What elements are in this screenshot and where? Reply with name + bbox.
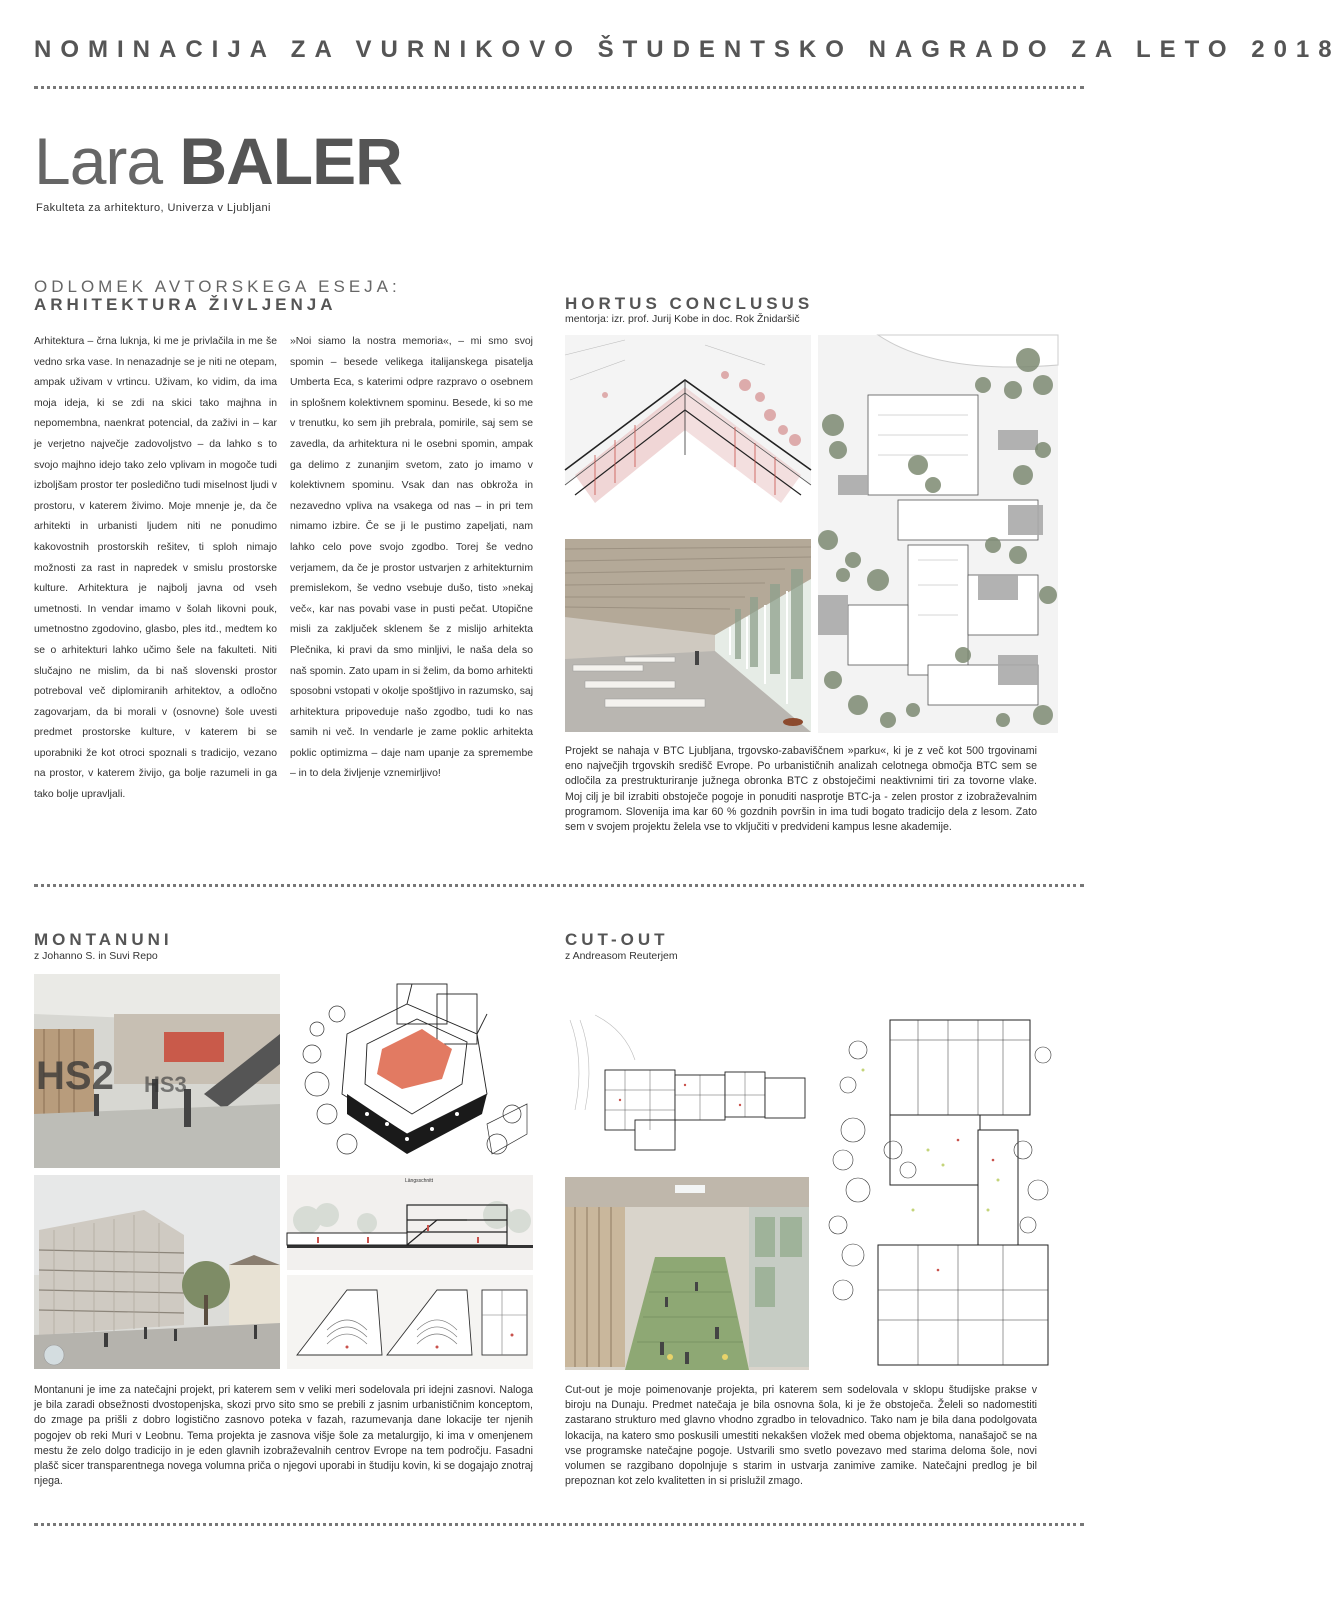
essay-column-1: Arhitektura – črna luknja, ki me je privlačila in me še vedno srka vase. In nenazadnje se je niti ne otepam, ampak uživam v vrtincu. Uživam, ko vidim, da ima moja ideja, ki se zdi na skici tako majhna in nepomembna, naenkrat potencial, da zaživi in – kar je verjetno največje zadovoljstvo – da lahko s to svojo majhno idejo tako zelo vplivam in mogoče tudi izboljšam prostor ter posledično tudi miselnost ljudi v prostoru, v katerem živimo. Moje mnenje je, da če arhitekti in urbanisti ljudem niti ne ponudimo kakovostnih prostorskih rešitev, ti sploh nimajo možnosti za rast in napredek v smislu prostorske kulture. Arhitektura je najbolj javna od vseh umetnosti. In vendar imamo v šolah likovni pouk, umetnostno zgodovino, glasbo, ples itd., medtem ko se o arhitekturi lahko učimo šele na fakulteti. Niti slučajno ne mislim, da bi naš slovenski prostor potreboval več diplomiranih arhitektov, a odločno zagovarjam, da bi morali v (osnovne) šole uvesti predmet prostorske kulture, v katerem bi se uporabniki že kot otroci spoznali s tradicijo, vezano na prostor, v katerem živijo, ga bolje razumeli in ga tako bolje upravljali. [34,336,277,801]
essay-column-2: »Noi siamo la nostra memoria«, – mi smo svoj spomin – besede velikega italijanskega pisatelja Umberta Eca, s katerimi odpre razpravo o osebnem in splošnem kolektivnem spominu. Besede, ki so me v trenutku, ko sem jih prebrala, pomirile, saj sem se zavedla, da arhitektura ni le osebni spomin, ampak ga delimo z zunanjim svetom, zato jo imamo v kolektivnem spominu. Vsak dan nas obkroža in nezavedno vpliva na vsakega od nas – in pri tem nimamo izbire. Če se ji le pustimo zapeljati, nam lahko celo pove svojo zgodbo. Torej še vedno verjamem, da če je prostor ustvarjen z arhitekturnim premislekom, še vedno vsebuje dušo, tisto »nekaj več«, kar nas povabi vase in pusti pečat. Utopične misli za zaključek sklenem še z mislijo arhitekta Plečnika, ki pravi da smo minljivi, le naša dela so naš spomin. Zato upam in si želim, da bomo arhitekti sposobni vstopati v okolje spoštljivo in razumsko, saj arhitektura pripoveduje našo zgodbo, tudi ko nas samih ni več. In vendarle je zame poklic arhitekta poklic optimizma – daje nam upanje za spremembe – in to dela življenje vznemirljivo! [290,336,533,780]
hortus-site-plan [818,335,1058,733]
divider-bottom [34,1523,1084,1526]
montanuni-axonometric [287,974,533,1168]
essay-title-line2: ARHITEKTURA ŽIVLJENJA [34,295,337,314]
hortus-axonometric-image [565,335,811,531]
hortus-description: Projekt se nahaja v BTC Ljubljana, trgovsko-zabaviščnem »parku«, ki je z več kot 500 trgovinami eno največjih trgovskih središč Evrope. Po urbanističnih analizah celotnega območja BTC sem se odločila za prestrukturiranje južnega obronka BTC z obstoječimi neaktivnimi tiri za tovorne vlake. Moj cilj je bil izrabiti obstoječe pogoje in ponuditi nasprotje BTC-ja - zelen prostor z izobraževalnim programom. Slovenija ima kar 60 % gozdnih površin in ima tudi bogato tradicijo dela z lesom. Zato sem v svojem projektu želela vse to vključiti v predvideni kampus lesne akademije. [565,745,1037,834]
divider-middle [34,884,1084,887]
cutout-description: Cut-out je moje poimenovanje projekta, pri katerem sem sodelovala v sklopu študijske prakse v biroju na Dunaju. Predmet natečaja je bila osnovna šola, ki je že obstoječa. Želeli so nadomestiti zastarano strukturo med glavno vhodno zgradbo in telovadnico. Tako nam je bila dana podolgovata lokacija, na katero smo poskusili umestiti nekakšen vložek med obema objektoma, nanašajoč se na vse programske natečajne pogoje. Ustvarili smo svetlo povezavo med starima deloma šole, novi volumen se razgibano dopolnjuje s starim in ustvarja zanimive zamike. Natečajni predlog je bil prepoznan kot zelo kvalitetten in si prislužil zmago. [565,1384,1037,1488]
montanuni-collaborators: z Johanno S. in Suvi Repo [34,950,158,962]
montanuni-floor-plans [287,1275,533,1369]
montanuni-section-label: Längsschnitt [405,1178,434,1184]
author-faculty: Fakulteta za arhitekturo, Univerza v Ljubljani [36,202,271,214]
montanuni-description: Montanuni je ime za natečajni projekt, pri katerem sem v veliki meri sodelovala pri idejni zasnovi. Naloga je bila zaradi obsežnosti dvostopenjska, skozi prvo sito smo se prebili z jasnim urbanističnim konceptom, do zmage pa prišli z dobro logistično zasnovo poteka v fazah, razumevanja dane lokacije ter njenih pogojev ob reki Muri v Leobnu. Tema projekta je zasnova višje šole za metalurgijo, ki ima v omenjenem mestu že zelo dolgo tradicijo in je eden glavnih izobraževalnih centrov Evrope na tem področju. Fasadni plašč sicer transparentnega novega volumna priča o njegovi uporabi in študiju kovin, ki se dogajajo znotraj njega. [34,1384,533,1488]
page-header-title: NOMINACIJA ZA VURNIKOVO ŠTUDENTSKO NAGRADO ZA LETO 2018 [34,36,1341,63]
montanuni-section-drawing [287,1175,533,1270]
hortus-mentors: mentorja: izr. prof. Jurij Kobe in doc. Rok Žnidaršič [565,313,800,325]
montanuni-sign-hs3: HS3 [144,1072,187,1097]
montanuni-title: MONTANUNI [34,930,173,949]
author-last-name: BALER [179,124,402,198]
author-first-name: Lara [34,124,163,198]
montanuni-sign-hs2: HS2 [36,1054,114,1098]
divider-top [34,86,1084,89]
cutout-title: CUT-OUT [565,930,669,949]
montanuni-exterior-render [34,1175,280,1369]
cutout-ground-plan [565,1010,809,1168]
cutout-interior-render [565,1177,809,1370]
hortus-interior-render [565,539,811,732]
cutout-site-plan [818,1010,1058,1370]
montanuni-interior-render [34,974,280,1168]
essay-title-line1: ODLOMEK AVTORSKEGA ESEJA: [34,277,401,296]
author-name [34,124,402,198]
hortus-title: HORTUS CONCLUSUS [565,294,814,313]
cutout-collaborators: z Andreasom Reuterjem [565,950,678,962]
